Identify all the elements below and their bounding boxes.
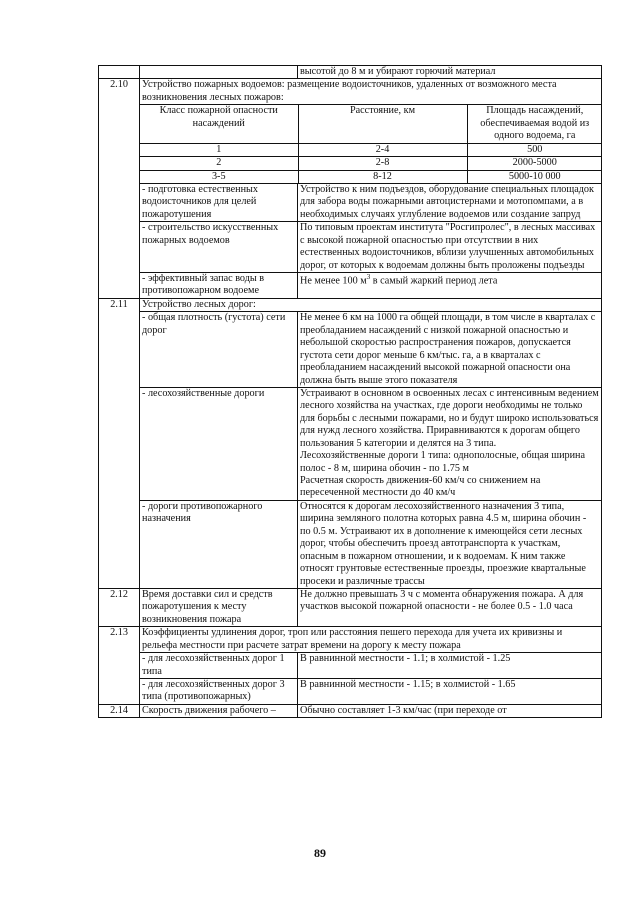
- table-row: [99, 273, 602, 299]
- section-title: Устройство пожарных водоемов: размещение водоисточников, удаленных от возможного места возникновения лесных пожаров:: [140, 79, 602, 105]
- table-cell: 2000-5000: [467, 157, 602, 170]
- value-cell: [298, 273, 602, 299]
- label-cell: - эффективный запас воды в противопожарном водоеме: [140, 273, 298, 299]
- value-cell: В равнинной местности - 1.15; в холмистой - 1.65: [298, 679, 602, 705]
- water-source-table: [140, 105, 602, 183]
- value-cell: [298, 387, 602, 500]
- paragraph: Устраивают в основном в освоенных лесах с интенсивным ведением лесного хозяйства на участках, где дороги необходимы не только для борьбы с лесными пожарами, но и будут широко использоваться для нужд лесного хозяйства. Приравниваются к дорогам общего пользования 5 категории и делятся на 3 типа.: [300, 387, 599, 449]
- value-cell: Обычно составляет 1-3 км/час (при переходе от: [298, 704, 602, 717]
- column-header: Площадь насаждений, обеспечиваемая водой из одного водоема, га: [467, 105, 602, 143]
- table-row: [99, 627, 602, 653]
- section-title: Коэффициенты удлинения дорог, троп или расстояния пешего перехода для учета их кривизны и рельефа местности при расчете затрат времени на дорогу к месту пожара: [140, 627, 602, 653]
- table-row: [99, 312, 602, 388]
- value-text: Не менее 100 м: [300, 275, 367, 287]
- label-cell: Время доставки сил и средств пожаротушения к месту возникновения пожара: [140, 588, 298, 626]
- nested-table-cell: [140, 105, 602, 184]
- norms-table: [98, 65, 602, 718]
- page-number: 89: [314, 846, 326, 860]
- table-row: [99, 222, 602, 273]
- label-cell: - для лесохозяйственных дорог 1 типа: [140, 653, 298, 679]
- label-cell: [140, 66, 298, 79]
- value-cell: Устройство к ним подъездов, оборудование специальных площадок для забора воды пожарными автоцистернами и мотопомпами, а в необходимых случаях углубление водоемов или создание запруд: [298, 183, 602, 221]
- table-row: [99, 500, 602, 588]
- table-cell: 2: [140, 157, 298, 170]
- value-cell: По типовым проектам института "Росгипролес", в лесных массивах с высокой пожарной опасностью при отсутствии в них естественных водоисточников, вблизи улучшенных автомобильных дорог, от которых к водоемам должны быть проложены подъезды: [298, 222, 602, 273]
- column-header: Расстояние, км: [298, 105, 467, 143]
- section-title: Устройство лесных дорог:: [140, 298, 602, 311]
- column-header: Класс пожарной опасности насаждений: [140, 105, 298, 143]
- value-cell: Не менее 6 км на 1000 га общей площади, в том числе в кварталах с преобладанием насаждений с низкой пожарной опасностью и небольшой скоростью распространения пожаров, допускается густота сети дорог меньше 6 км/тыс. га, а в кварталах с преобладанием насаждений высокой пожарной опасности она должна быть выше этого показателя: [298, 312, 602, 388]
- table-row: [99, 653, 602, 679]
- value-cell: Относятся к дорогам лесохозяйственного назначения 3 типа, ширина земляного полотна которых равна 4.5 м, ширина обочин - по 0.5 м. Устраивают их в дополнение к имеющейся сети лесных дорог, чтобы обеспечить проезд автотранспорта к участкам, опасным в пожарном отношении, и к водоемам. К ним также относят грунтовые естественные проезды, проезжие квартальные просеки и различные трассы: [298, 500, 602, 588]
- table-row: [99, 66, 602, 79]
- table-cell: 3-5: [140, 170, 298, 183]
- section-number: 2.11: [99, 298, 140, 588]
- label-cell: - строительство искусственных пожарных водоемов: [140, 222, 298, 273]
- table-row: [99, 105, 602, 184]
- section-number: 2.10: [99, 79, 140, 298]
- section-number: 2.13: [99, 627, 140, 705]
- table-row: [140, 143, 602, 156]
- table-row: [99, 704, 602, 717]
- table-row: [140, 157, 602, 170]
- label-cell: - дороги противопожарного назначения: [140, 500, 298, 588]
- paragraph: Расчетная скорость движения-60 км/ч со снижением на пересеченной местности до 40 км/ч: [300, 475, 541, 499]
- table-row: [99, 679, 602, 705]
- table-cell: 1: [140, 143, 298, 156]
- section-number: 2.12: [99, 588, 140, 626]
- table-row: [99, 387, 602, 500]
- table-row: [140, 170, 602, 183]
- value-cell: высотой до 8 м и убирают горючий материал: [298, 66, 602, 79]
- label-cell: - лесохозяйственные дороги: [140, 387, 298, 500]
- table-row: [99, 588, 602, 626]
- table-row: [99, 183, 602, 221]
- table-cell: 2-4: [298, 143, 467, 156]
- table-row: [99, 79, 602, 105]
- table-cell: 5000-10 000: [467, 170, 602, 183]
- table-cell: 8-12: [298, 170, 467, 183]
- table-cell: 500: [467, 143, 602, 156]
- value-cell: В равнинной местности - 1.1; в холмистой - 1.25: [298, 653, 602, 679]
- table-cell: 2-8: [298, 157, 467, 170]
- table-row: [99, 298, 602, 311]
- label-cell: - для лесохозяйственных дорог 3 типа (противопожарных): [140, 679, 298, 705]
- label-cell: Скорость движения рабочего –: [140, 704, 298, 717]
- table-header-row: [140, 105, 602, 143]
- number-cell: [99, 66, 140, 79]
- section-number: 2.14: [99, 704, 140, 717]
- label-cell: - общая плотность (густота) сети дорог: [140, 312, 298, 388]
- superscript: 3: [366, 273, 371, 281]
- paragraph: Лесохозяйственные дороги 1 типа: однополосные, общая ширина полос - 8 м, ширина обочин - по 1.75 м: [300, 450, 586, 474]
- value-cell: Не должно превышать 3 ч с момента обнаружения пожара. А для участков высокой пожарной опасности - не более 0.5 - 1.0 часа: [298, 588, 602, 626]
- label-cell: - подготовка естественных водоисточников для целей пожаротушения: [140, 183, 298, 221]
- value-text: в самый жаркий период лета: [370, 275, 498, 287]
